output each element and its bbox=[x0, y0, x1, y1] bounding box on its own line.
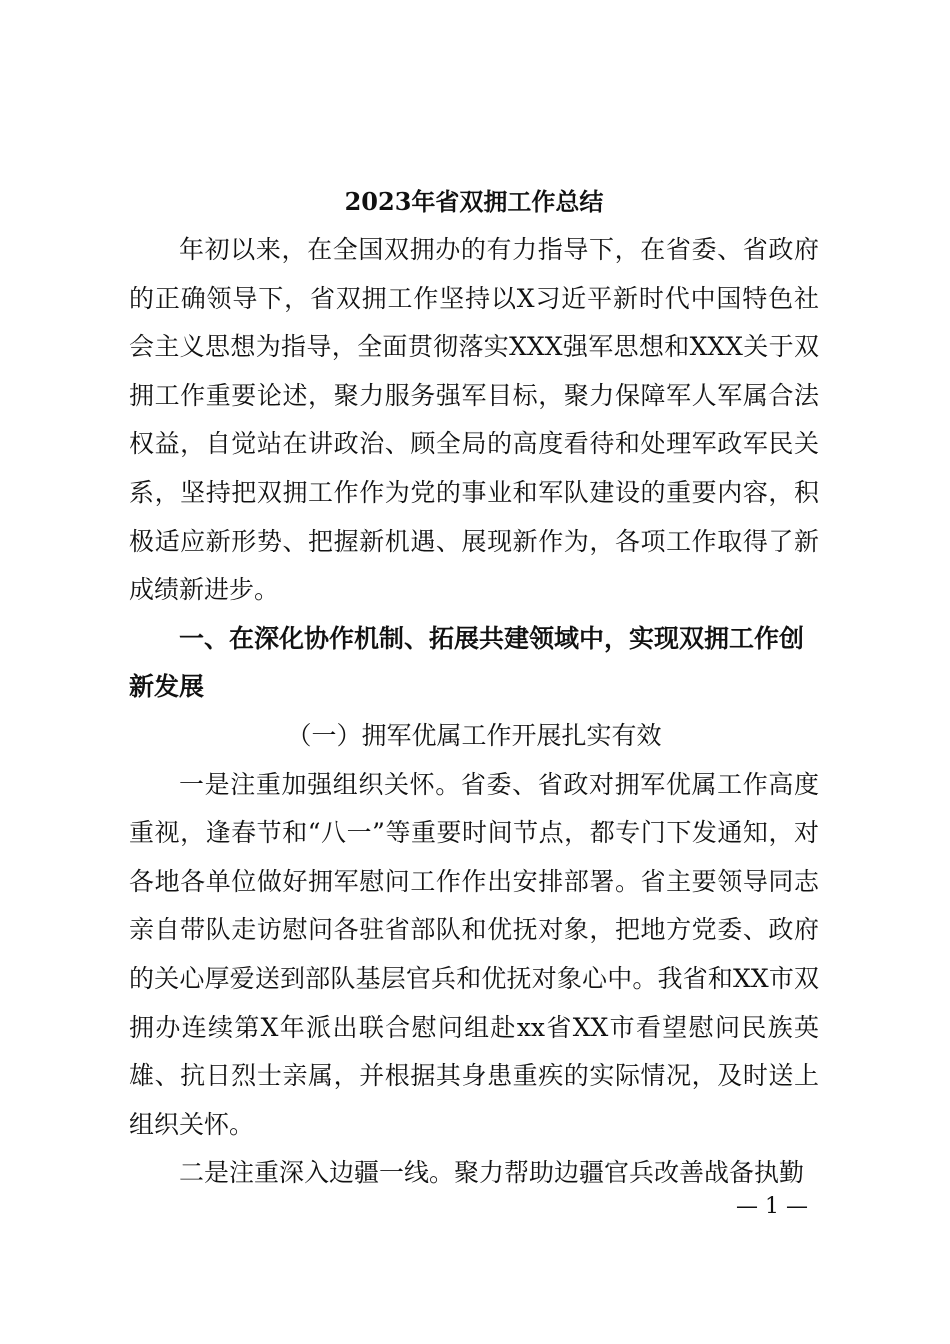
body-paragraph-1: 一是注重加强组织关怀。省委、省政对拥军优属工作高度重视，逢春节和“八一”等重要时间节点，都专门下发通知，对各地各单位做好拥军慰问工作作出安排部署。省主要领导同志亲自带队走访慰问各驻省部队和优抚对象，把地方党委、政府的关心厚爱送到部队基层官兵和优抚对象心中。我省和XX市双拥办连续第X年派出联合慰问组赴xx省XX市看望慰问民族英雄、抗日烈士亲属，并根据其身患重疾的实际情况，及时送上组织关怀。 bbox=[129, 769, 819, 1139]
subsection-heading-1: （一）拥军优属工作开展扎实有效 bbox=[286, 720, 662, 750]
document-title: 2023年省双拥工作总结 bbox=[344, 187, 604, 216]
intro-paragraph: 年初以来，在全国双拥办的有力指导下，在省委、省政府的正确领导下，省双拥工作坚持以X习近平新时代中国特色社会主义思想为指导，全面贯彻落实XXX强军思想和XXX关于双拥工作重要论述，聚力服务强军目标，聚力保障军人军属合法权益，自觉站在讲政治、顾全局的高度看待和处理军政军民关系，坚持把双拥工作作为党的事业和军队建设的重要内容，积极适应新形势、把握新机遇、展现新作为，各项工作取得了新成绩新进步。 bbox=[129, 235, 819, 605]
body-paragraph-2: 二是注重深入边疆一线。聚力帮助边疆官兵改善战备执勤 bbox=[179, 1158, 805, 1188]
section-heading-1: 一、在深化协作机制、拓展共建领域中，实现双拥工作创新发展 bbox=[129, 623, 805, 702]
page-number: — 1 — bbox=[736, 1194, 808, 1219]
document-body bbox=[129, 178, 819, 1198]
